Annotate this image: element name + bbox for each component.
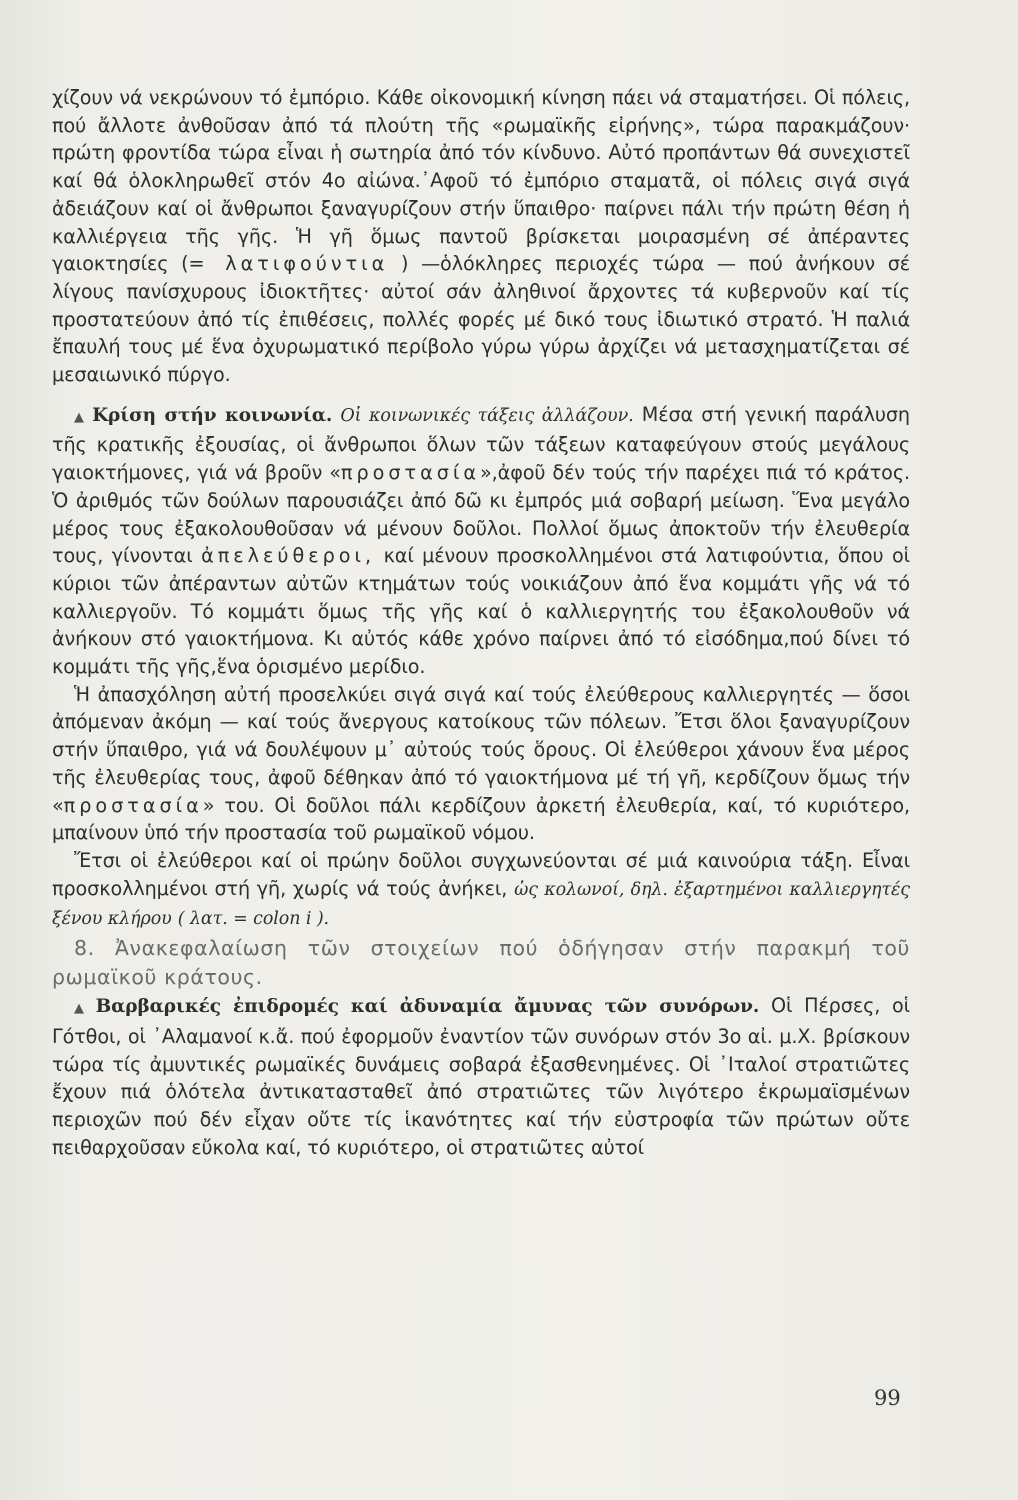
section-heading: Κρίση στήν κοινωνία. [92, 404, 333, 426]
page-number: 99 [874, 1386, 901, 1410]
page-body [52, 84, 910, 1161]
section-heading: Βαρβαρικές ἐπιδρομές καί ἀδυναμία ἄμυνας τῶν συνόρων. [95, 996, 760, 1018]
latin-note: ( λατ. = colon i ). [177, 909, 330, 930]
paragraph-text: Οἱ Πέρσες, οἱ Γότθοι, οἱ ᾽Αλαμανοί κ.ἄ. πού ἐφορμοῦν ἐναντίον τῶν συνόρων στόν 3ο αἰ. μ.Χ. βρίσκουν τώρα τίς ἀμυντικές ρωμαϊκές δυνάμεις σοβαρά ἐξασθενημένες. Οἱ ᾽Ιταλοί στρατιῶτες ἔχουν πιά ὁλότελα ἀντικατασταθεῖ ἀπό στρατιῶτες τῶν λιγότερο ἐκρωμαϊσμένων περιοχῶν πού δέν εἶχαν οὔτε τίς ἱκανότητες καί τήν εὐστροφία τῶν πρώτων οὔτε πειθαρχοῦσαν εὔκολα καί, τό κυριότερο, οἱ στρατιῶτες αὐτοί [52, 994, 910, 1159]
paragraph-coloni [52, 847, 910, 934]
paragraph-text: ) —ὁλόκληρες περιοχές τώρα — πού ἀνήκουν σέ λίγους πανίσχυρους ἰδιοκτῆτες· αὐτοί σάν ἀληθινοί ἄρχοντες τά κυβερνοῦν καί τίς προστατεύουν ἀπό τίς ἐπιθέσεις, πολλές φορές μέ δικό τους ἰδιωτικό στρατό. Ἡ παλιά ἔπαυλή τους μέ ἕνα ὀχυρωματικό περίβολο γύρω γύρω ἀρχίζει νά μετασχηματίζεται σέ μεσαιωνικό πύργο. [52, 252, 911, 387]
spaced-term: προστασία [340, 461, 481, 485]
paragraph-text: χίζουν νά νεκρώνουν τό ἐμπόριο. Κάθε οἰκονομική κίνηση πάει νά σταματήσει. Οἱ πόλεις, πού ἄλλοτε ἀνθοῦσαν ἀπό τά πλούτη τῆς «ρωμαϊκῆς εἰρήνης», τώρα παρακμάζουν· πρώτη φροντίδα τώρα εἶναι ἡ σωτηρία ἀπό τόν κίνδυνο. Αὐτό προπάντων θά συνεχιστεῖ καί θά ὁλοκληρωθεῖ στόν 4ο αἰώνα.᾽Αφοῦ τό ἐμπόριο σταματᾶ, οἱ πόλεις σιγά σιγά ἀδειάζουν καί οἱ ἄνθρωποι ξαναγυρίζουν στήν ὕπαιθρο· παίρνει πάλι τήν πρώτη θέση ἡ καλλιέργεια τῆς γῆς. Ἡ γῆ ὅμως παντοῦ βρίσκεται μοιρασμένη σέ ἀπέραντες γαιοκτησίες ( [52, 86, 910, 276]
paragraph-text: Μέσα στή γενική παράλυση τῆς κρατικῆς ἐξουσίας, οἱ ἄνθρωποι ὅλων τῶν τάξεων καταφεύγουν στούς μεγάλους γαιοκτήμονες, γιά νά βροῦν « [52, 402, 910, 485]
paragraph-text: » του. Οἱ δοῦλοι πάλι κερδίζουν ἀρκετή ἐλευθερία, καί, τό κυριότερο, μπαίνουν ὑπό τήν προστασία τοῦ ρωμαϊκοῦ νόμου. [52, 793, 910, 845]
section-invasions [52, 992, 910, 1161]
paragraph-text: καί μένουν προσκολλημένοι στά λατιφούντια, ὅπου οἱ κύριοι τῶν ἀπέραντων αὐτῶν κτημάτων τούς νοικιάζουν ἀπό ἕνα κομμάτι γῆς νά τό καλλιεργοῦν. Τό κομμάτι ὅμως τῆς γῆς καί ὁ καλλιεργητής του ἐξακολουθοῦν νά ἀνήκουν στό γαιοκτήμονα. Κι αὐτός κάθε χρόνο παίρνει ἀπό τό εἰσόδημα,πού δίνει τό κομμάτι τῆς γῆς,ἕνα ὁρισμένο μερίδιο. [52, 544, 911, 679]
triangle-bullet-icon: ▲ [74, 409, 87, 425]
italic-definition: ὡς κολωνοί, δηλ. ἐξαρτημένοι καλλιεργητές ξένου κλήρου [52, 879, 910, 930]
chapter-heading: 8. Ἀνακεφαλαίωση τῶν στοιχείων πού ὁδήγησαν στήν παρακμή τοῦ ρωμαϊκοῦ κράτους. [52, 936, 910, 990]
paragraph-employment [52, 681, 910, 847]
paragraph-text: Ἡ ἀπασχόληση αὐτή προσελκύει σιγά σιγά καί τούς ἐλεύθερους καλλιεργητές — ὅσοι ἀπόμεναν ἀκόμη — καί τούς ἄνεργους κατοίκους τῶν πόλεων. Ἔτσι ὅλοι ξαναγυρίζουν στήν ὕπαιθρο, γιά νά δουλέψουν μ᾽ αὐτούς τούς ὅρους. Οἱ ἐλεύθεροι χάνουν ἕνα μέρος τῆς ἐλευθερίας τους, ἀφοῦ δέθηκαν ἀπό τό γαιοκτήμονα μέ τή γῆ, κερδίζουν ὅμως τήν « [52, 682, 910, 817]
section-subheading: Οἱ κοινωνικές τάξεις ἀλλάζουν. [340, 405, 634, 426]
triangle-bullet-icon: ▲ [74, 1001, 90, 1017]
paragraph-text: »,ἀφοῦ δέν τούς τήν παρέχει πιά τό κράτος. Ὁ ἀριθμός τῶν δούλων παρουσιάζει ἀπό δῶ κι ἐμπρός μιά σοβαρή μείωση. Ἕνα μεγάλο μέρος τους ἐξακολουθοῦσαν νά μένουν δοῦλοι. Πολλοί ὅμως ἀποκτοῦν τήν ἐλευθερία τους, γίνονται [52, 461, 910, 568]
section-society [52, 401, 910, 681]
paragraph-cities [52, 84, 910, 389]
spaced-term: = λατιφούντια [188, 252, 389, 276]
spaced-term: ἀπελεύθεροι, [201, 544, 376, 568]
paragraph-text: Ἔτσι οἱ ἐλεύθεροι καί οἱ πρώην δοῦλοι συγχωνεύονται σέ μιά καινούρια τάξη. Εἶναι προσκολλημένοι στή γῆ, χωρίς νά τούς ἀνήκει, [52, 848, 910, 900]
spaced-term: προστασία [63, 793, 203, 817]
